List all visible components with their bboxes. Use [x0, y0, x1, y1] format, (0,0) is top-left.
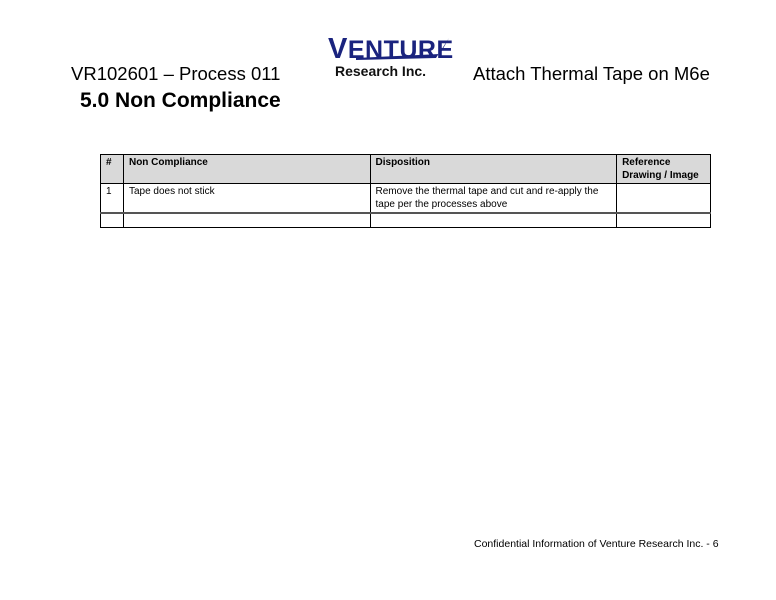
cell-reference [617, 184, 711, 214]
table-row [101, 184, 711, 214]
column-header-reference: Reference Drawing / Image [617, 155, 711, 184]
table-row [101, 213, 711, 228]
cell-non-compliance: Tape does not stick [123, 184, 370, 214]
non-compliance-table [100, 154, 711, 228]
column-header-number: # [101, 155, 124, 184]
cell-disposition: Remove the thermal tape and cut and re-apply the tape per the processes above [370, 184, 617, 214]
cell-number: 1 [101, 184, 124, 214]
document-title: Attach Thermal Tape on M6e [473, 63, 710, 84]
table-header-row [101, 155, 711, 184]
company-logo [328, 33, 454, 82]
column-header-disposition: Disposition [370, 155, 617, 184]
cell-number [101, 213, 124, 228]
cell-disposition [370, 213, 617, 228]
section-heading: 5.0 Non Compliance [80, 89, 281, 112]
document-code: VR102601 – Process 011 [71, 63, 281, 84]
cell-non-compliance [123, 213, 370, 228]
column-header-non-compliance: Non Compliance [123, 155, 370, 184]
logo-subtitle: Research Inc. [335, 63, 427, 79]
logo-wordmark: VENTURE [328, 33, 454, 65]
footer-confidential: Confidential Information of Venture Research Inc. - 6 [474, 538, 719, 550]
cell-reference [617, 213, 711, 228]
